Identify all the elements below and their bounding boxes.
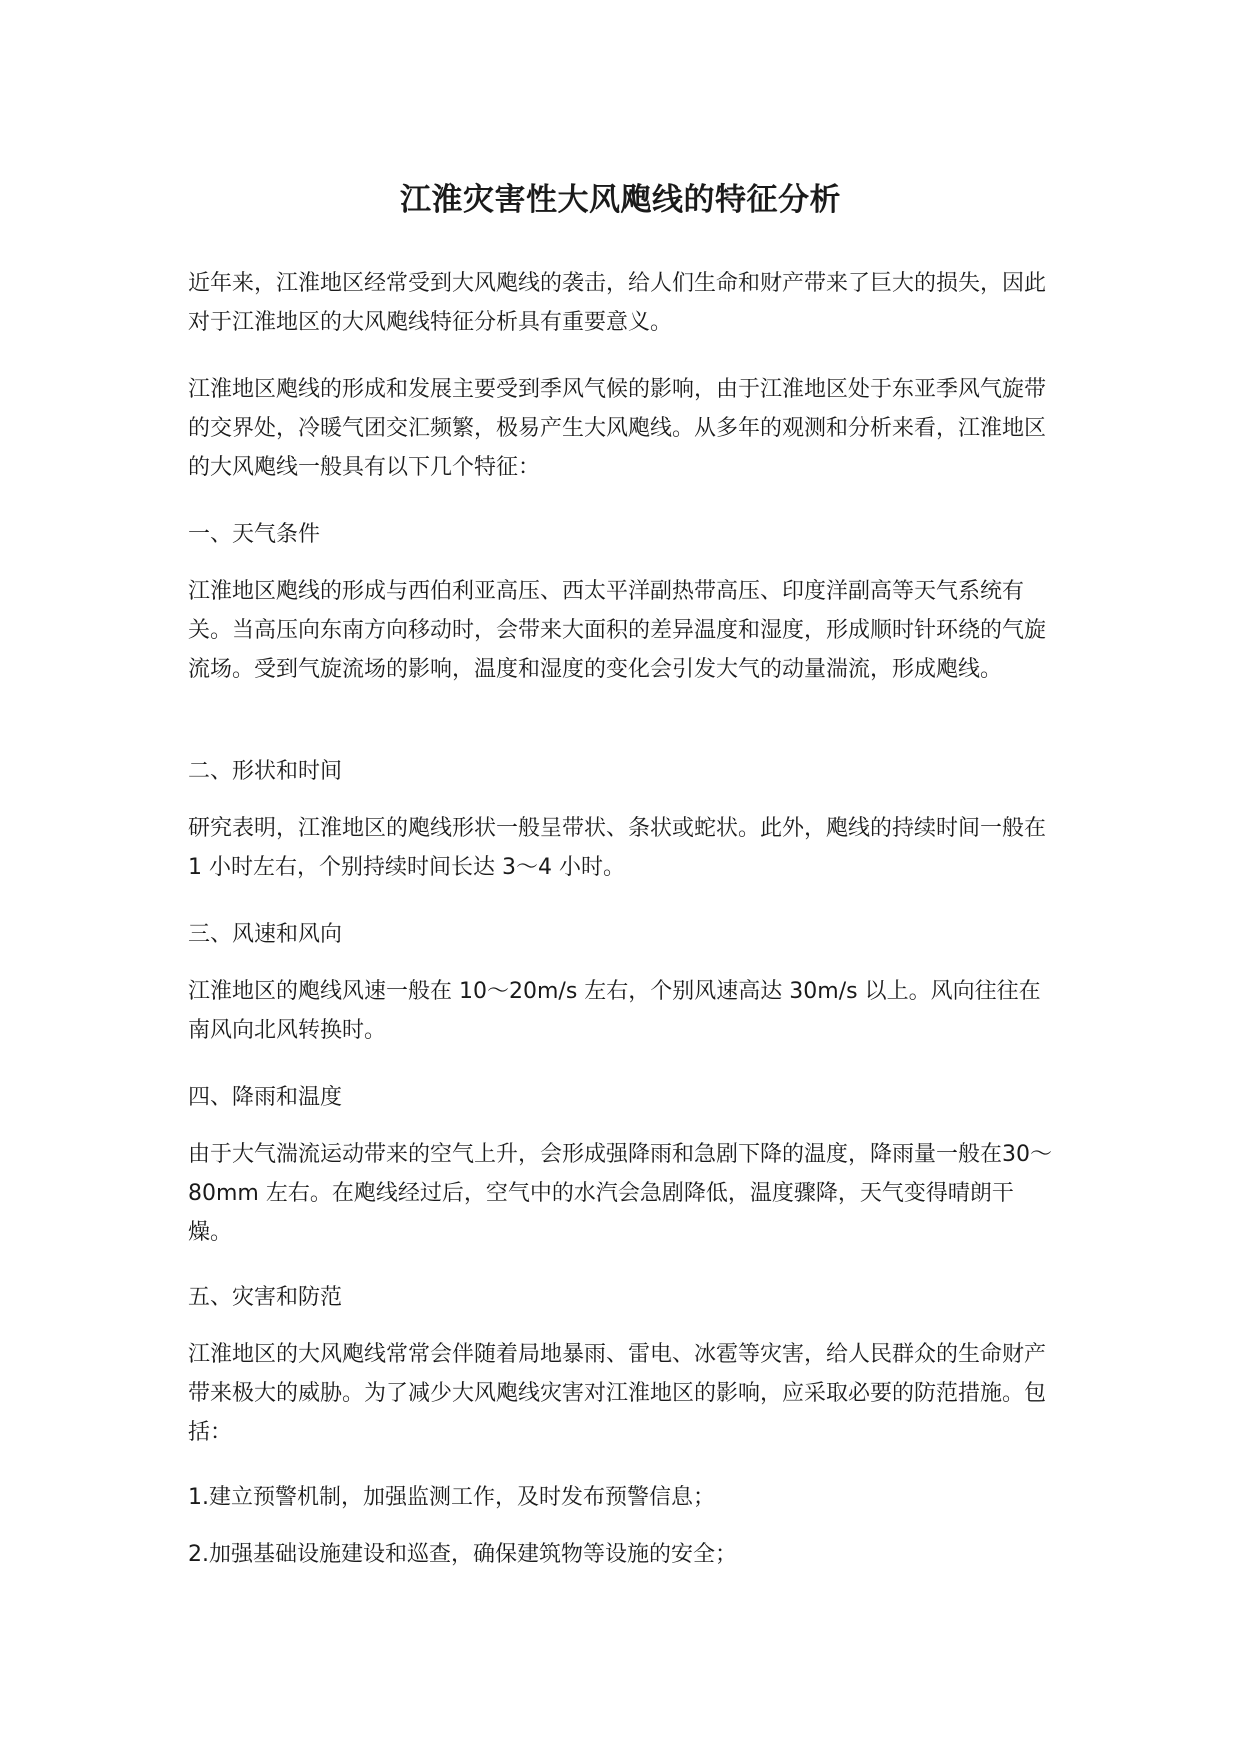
section-heading-wind: 三、风速和风向 [188,922,343,947]
paragraph-weather: 江淮地区飑线的形成与西伯利亚高压、西太平洋副热带高压、印度洋副高等天气系统有关。当高压向东南方向移动时，会带来大面积的差异温度和湿度，形成顺时针环绕的气旋流场。受到气旋流场的影响，温度和湿度的变化会引发大气的动量湍流，形成飑线。 [188,579,1047,682]
paragraph-shape-time: 研究表明，江淮地区的飑线形状一般呈带状、条状或蛇状。此外，飑线的持续时间一般在 1 小时左右，个别持续时间长达 3～4 小时。 [188,816,1047,880]
section-heading-rain-temp: 四、降雨和温度 [188,1085,343,1110]
section-heading-weather: 一、天气条件 [188,522,321,547]
paragraph-intro: 近年来，江淮地区经常受到大风飑线的袭击，给人们生命和财产带来了巨大的损失，因此对于江淮地区的大风飑线特征分析具有重要意义。 [188,271,1047,335]
paragraph-disaster: 江淮地区的大风飑线常常会伴随着局地暴雨、雷电、冰雹等灾害，给人民群众的生命财产带来极大的威胁。为了减少大风飑线灾害对江淮地区的影响，应采取必要的防范措施。包括： [188,1342,1047,1445]
paragraph-overview: 江淮地区飑线的形成和发展主要受到季风气候的影响，由于江淮地区处于东亚季风气旋带的交界处，冷暖气团交汇频繁，极易产生大风飑线。从多年的观测和分析来看，江淮地区的大风飑线一般具有以下几个特征： [188,377,1047,480]
paragraph-wind: 江淮地区的飑线风速一般在 10～20m/s 左右，个别风速高达 30m/s 以上。风向往往在南风向北风转换时。 [188,979,1041,1043]
list-item-2: 2.加强基础设施建设和巡查，确保建筑物等设施的安全； [188,1542,737,1567]
section-heading-disaster: 五、灾害和防范 [188,1285,343,1310]
document-title: 江淮灾害性大风飑线的特征分析 [400,182,841,218]
paragraph-rain-temp: 由于大气湍流运动带来的空气上升，会形成强降雨和急剧下降的温度，降雨量一般在30～80mm 左右。在飑线经过后，空气中的水汽会急剧降低，温度骤降，天气变得晴朗干燥。 [188,1142,1052,1245]
section-heading-shape-time: 二、形状和时间 [188,759,343,784]
list-item-1: 1.建立预警机制，加强监测工作，及时发布预警信息； [188,1485,715,1510]
